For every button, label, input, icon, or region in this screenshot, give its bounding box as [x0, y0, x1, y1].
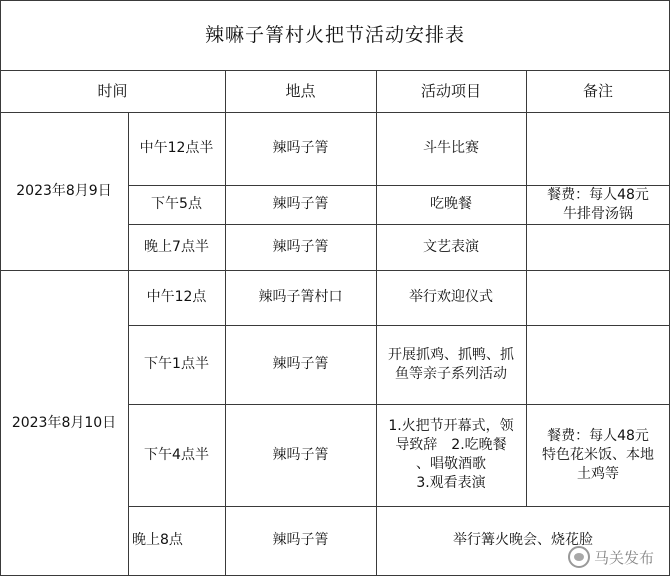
day2-row4-activity: 举行篝火晚会、烧花脸 [453, 532, 593, 548]
day1-row2-activity: 吃晚餐 [430, 196, 472, 212]
day2-date: 2023年8月10日 [11, 414, 117, 431]
day1-row2-time: 下午5点 [151, 196, 202, 212]
header-note: 备注 [582, 81, 613, 100]
watermark-text: 马关发布 [593, 548, 654, 567]
day2-row2-activity: 开展抓鸡、抓鸭、抓 鱼等亲子系列活动 [388, 346, 514, 382]
day1-row3-time: 晚上7点半 [144, 238, 209, 255]
header-place: 地点 [285, 81, 316, 100]
day1-row3-place: 辣吗子箐 [272, 238, 329, 255]
day1-row1-time: 中午12点半 [139, 140, 214, 156]
day2-row1-place: 辣吗子箐村口 [258, 289, 343, 305]
day2-row4-place: 辣吗子箐 [272, 532, 329, 548]
day1-row1-place: 辣吗子箐 [272, 140, 329, 156]
day1-row2-place: 辣吗子箐 [272, 196, 329, 212]
day2-row4-time: 晚上8点 [132, 532, 183, 548]
table-title: 辣嘛子箐村火把节活动安排表 [204, 23, 465, 46]
day2-row3-activity: 1.火把节开幕式，领 导致辞 2.吃晚餐 、唱敬酒歌 3.观看表演 [388, 418, 514, 491]
day2-row2-note [526, 325, 670, 404]
day1-date: 2023年8月9日 [16, 182, 112, 199]
day2-row1-activity: 举行欢迎仪式 [409, 289, 493, 305]
day1-row3-note [526, 224, 670, 270]
day2-row2-time: 下午1点半 [144, 356, 209, 372]
day2-row3-note: 餐费：每人48元 特色花米饭、本地 土鸡等 [542, 427, 654, 482]
header-time: 时间 [97, 81, 128, 100]
day2-row1-time: 中午12点 [146, 289, 207, 305]
watermark [568, 546, 654, 568]
day2-row3-time: 下午4点半 [144, 446, 209, 463]
day1-row2-note: 餐费：每人48元 牛排骨汤锅 [547, 186, 649, 222]
day1-row1-activity: 斗牛比赛 [423, 140, 479, 156]
day1-row1-note [526, 112, 670, 185]
header-activity: 活动项目 [420, 81, 481, 100]
wechat-icon [568, 546, 590, 568]
day2-row2-place: 辣吗子箐 [272, 356, 329, 372]
day2-row1-note [526, 270, 670, 325]
day1-row3-activity: 文艺表演 [423, 238, 479, 255]
day2-row3-place: 辣吗子箐 [272, 446, 329, 463]
